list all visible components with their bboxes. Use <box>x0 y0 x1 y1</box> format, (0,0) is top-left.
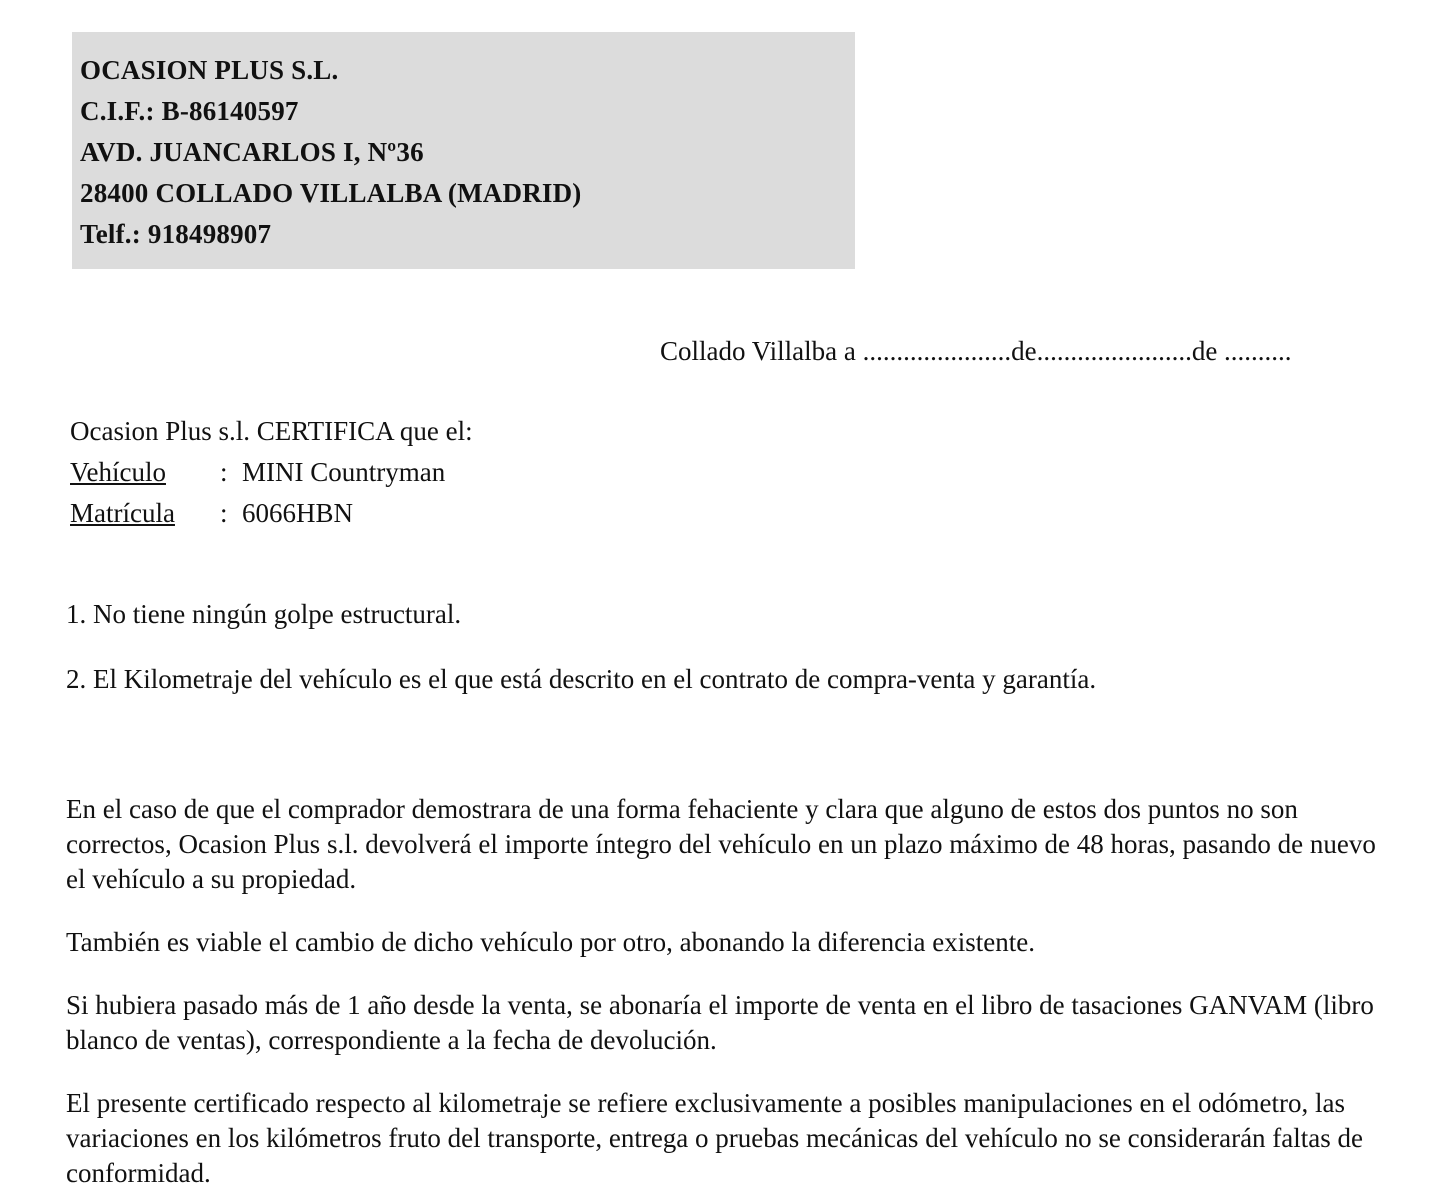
document-body <box>66 792 1376 1191</box>
vehicle-field-row <box>70 452 473 493</box>
plate-field-separator: : <box>220 498 228 528</box>
body-paragraph-3: Si hubiera pasado más de 1 año desde la venta, se abonaría el importe de venta en el libro de tasaciones GANVAM (libro blanco de ventas), correspondiente a la fecha de devolución. <box>66 990 1374 1055</box>
body-paragraph-2: También es viable el cambio de dicho vehículo por otro, abonando la diferencia existente. <box>66 927 1036 957</box>
place-and-date-line: Collado Villalba a ......................de.......................de .......... <box>660 336 1292 366</box>
certified-points-list <box>66 597 1386 727</box>
plate-field-label: Matrícula <box>70 498 175 528</box>
company-name: OCASION PLUS S.L. <box>80 55 339 85</box>
body-paragraph-4: El presente certificado respecto al kilometraje se refiere exclusivamente a posibles manipulaciones en el odómetro, las variaciones en los kilómetros fruto del transporte, entrega o pruebas mecánicas del vehículo no se considerarán faltas de conformidad. <box>66 1088 1364 1188</box>
company-city-address: 28400 COLLADO VILLALBA (MADRID) <box>80 178 582 208</box>
vehicle-field-separator: : <box>220 457 228 487</box>
plate-field-row <box>70 493 473 534</box>
vehicle-field-label: Vehículo <box>70 457 166 487</box>
certification-intro: Ocasion Plus s.l. CERTIFICA que el: <box>70 416 473 446</box>
certified-point-2: 2. El Kilometraje del vehículo es el que está descrito en el contrato de compra-venta y garantía. <box>66 664 1097 694</box>
certified-point-1: 1. No tiene ningún golpe estructural. <box>66 599 462 629</box>
certification-block <box>70 411 473 534</box>
company-tax-id: C.I.F.: B-86140597 <box>80 96 299 126</box>
vehicle-field-value: MINI Countryman <box>242 457 446 487</box>
company-phone: Telf.: 918498907 <box>80 219 272 249</box>
letterhead-block <box>72 32 855 269</box>
company-street-address: AVD. JUANCARLOS I, Nº36 <box>80 137 424 167</box>
body-paragraph-1: En el caso de que el comprador demostrara de una forma fehaciente y clara que alguno de estos dos puntos no son correctos, Ocasion Plus s.l. devolverá el importe íntegro del vehículo en un plazo máximo de 48 horas, pasando de nuevo el vehículo a su propiedad. <box>66 794 1376 894</box>
plate-field-value: 6066HBN <box>242 498 354 528</box>
